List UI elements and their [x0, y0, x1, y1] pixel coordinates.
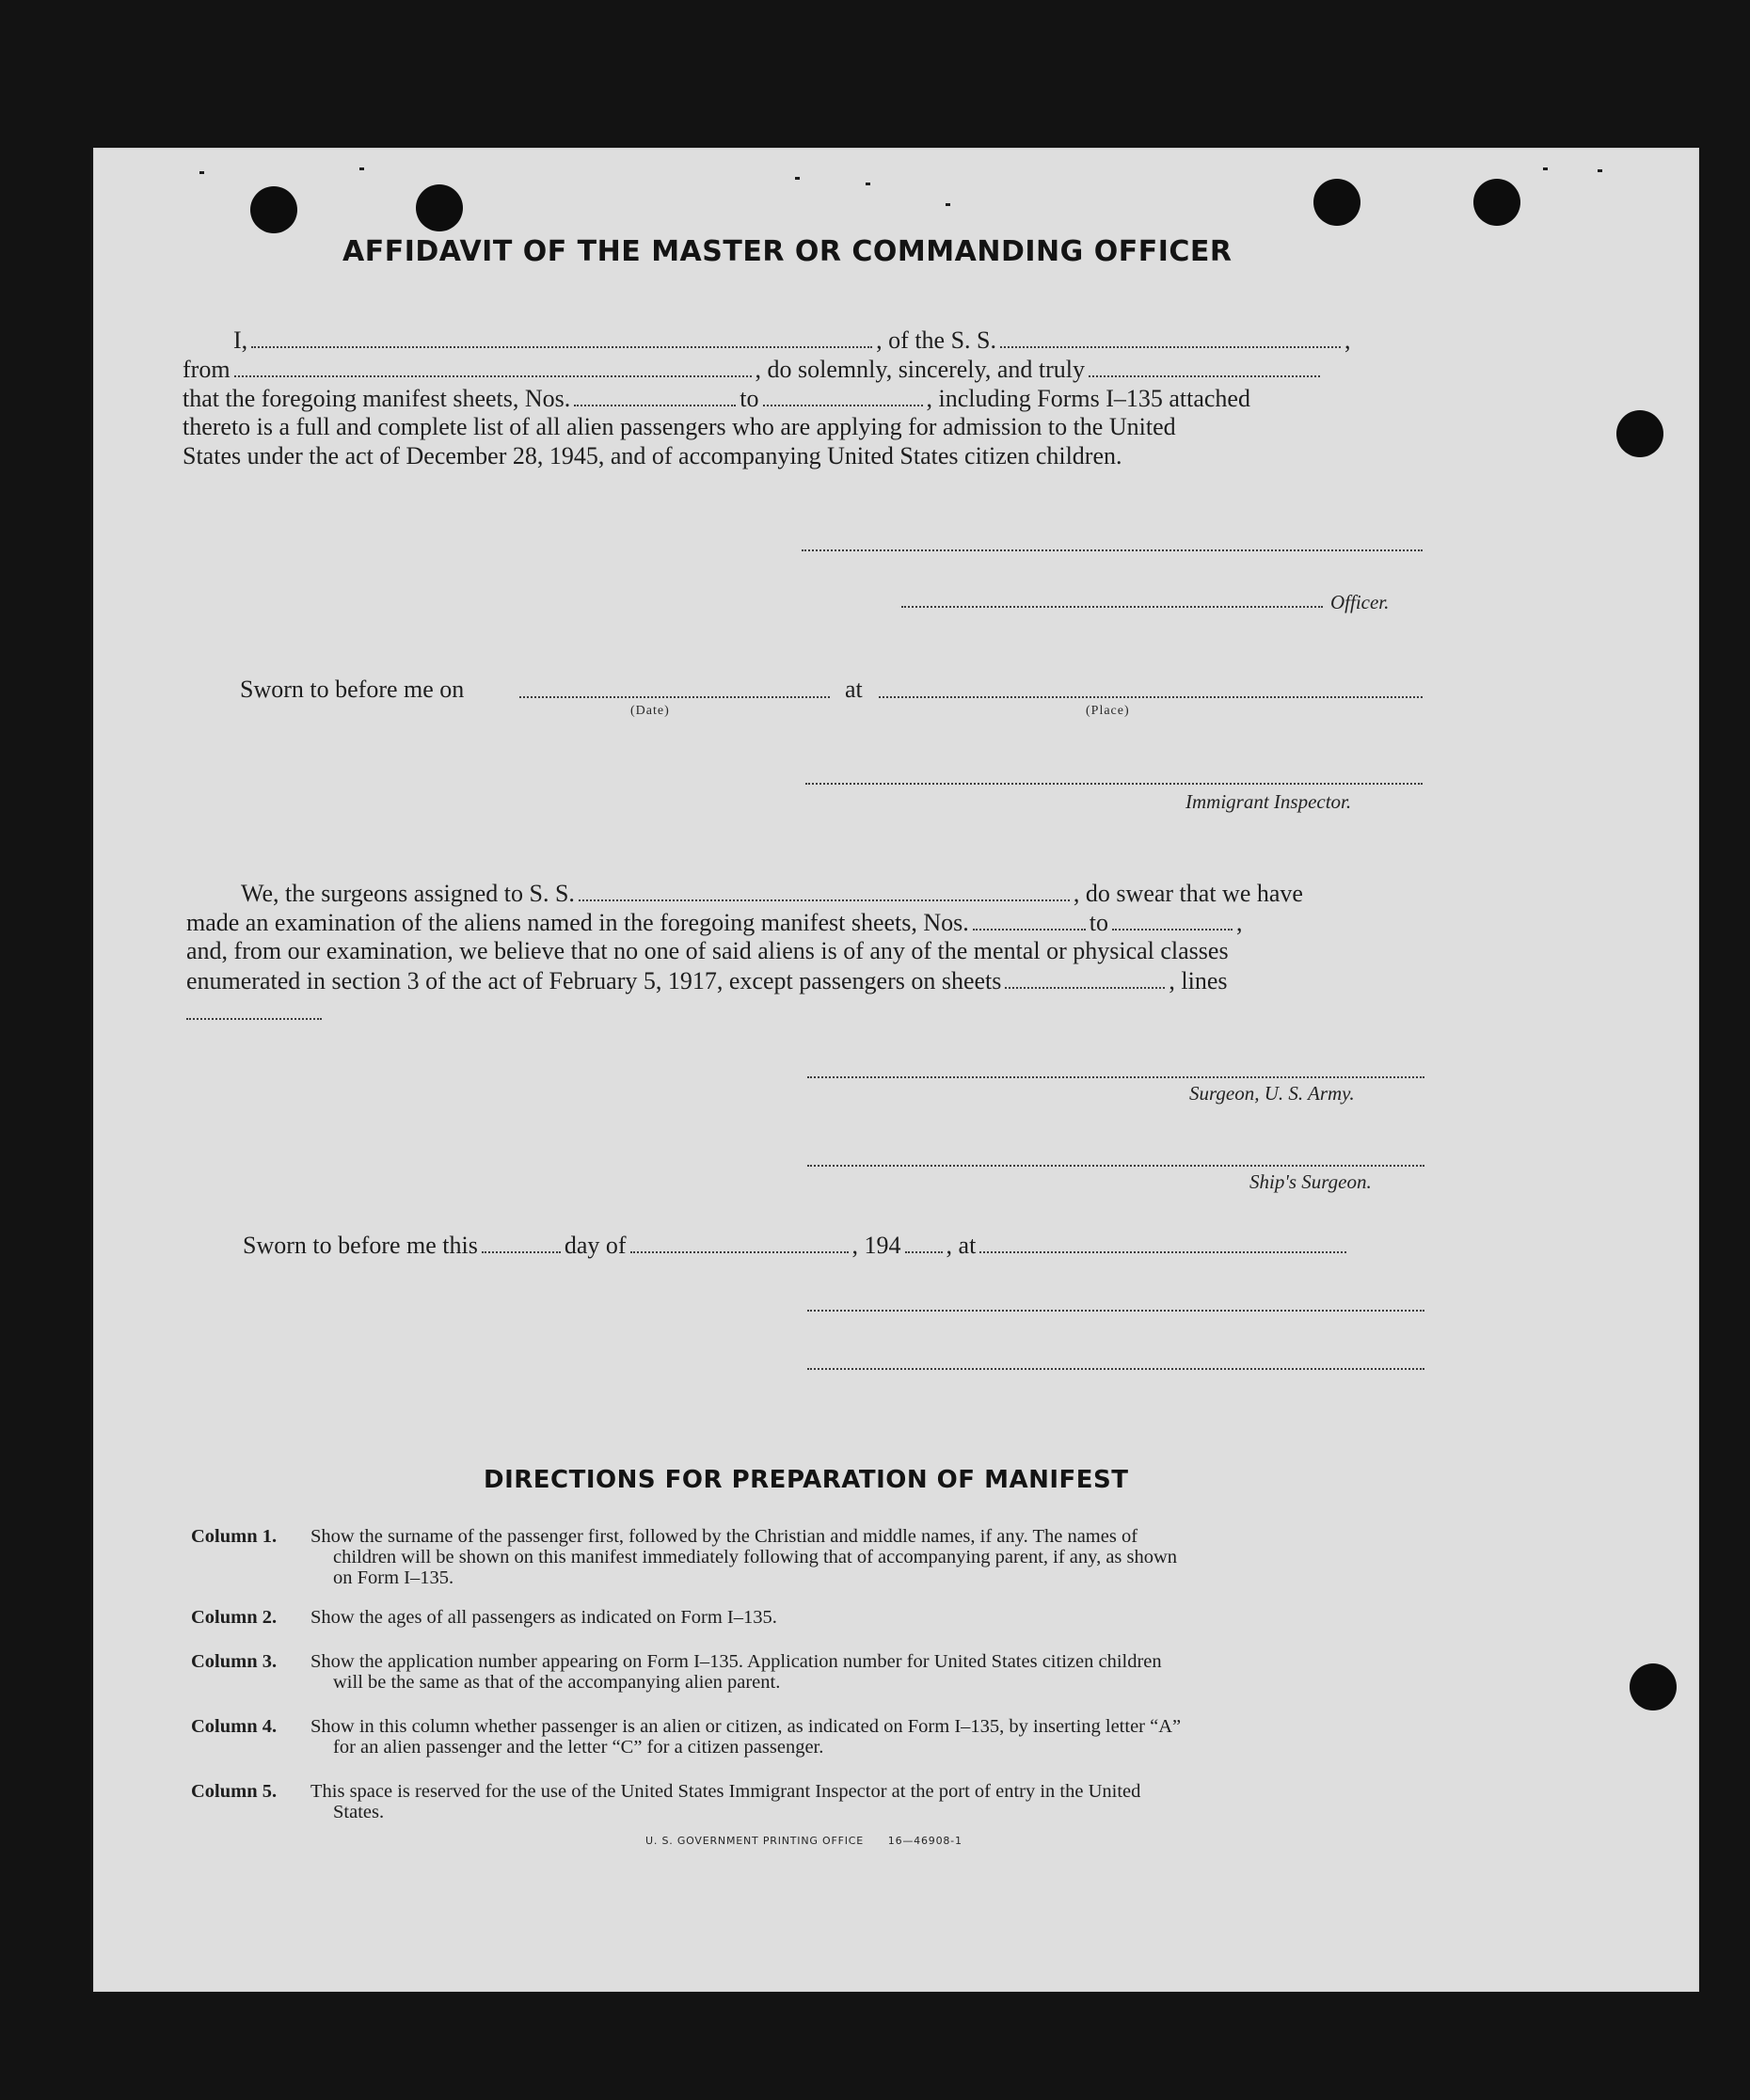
inspector-signature-line[interactable]: [805, 783, 1423, 785]
ship-blank[interactable]: [579, 879, 1070, 901]
direction-text: [310, 1526, 1452, 1588]
punch-hole: [1313, 179, 1360, 226]
text: Sworn to before me on: [240, 676, 465, 703]
text: , do swear that we have: [1073, 880, 1303, 907]
text: Show in this column whether passenger is an alien or citizen, as indicated on Form I–135, by inserting letter “A”: [310, 1716, 1182, 1737]
date-blank[interactable]: [519, 696, 830, 698]
text: children will be shown on this manifest immediately following that of accompanying parent, if any, as shown: [333, 1547, 1178, 1567]
sworn-line-2: [243, 1231, 1350, 1260]
affidavit-line-2: [183, 355, 1324, 384]
punch-hole: [1473, 179, 1520, 226]
text: on Form I–135.: [333, 1567, 454, 1588]
affidavit-line-4: thereto is a full and complete list of all alien passengers who are applying for admission to the United: [183, 413, 1176, 440]
column-label: Column 3.: [191, 1651, 278, 1672]
place-blank[interactable]: [979, 1231, 1346, 1253]
text: States.: [333, 1802, 385, 1822]
text: , at: [946, 1232, 977, 1259]
text: , lines: [1169, 967, 1228, 994]
sheet-from-blank[interactable]: [973, 908, 1086, 931]
inspector-caption: Immigrant Inspector.: [1185, 790, 1352, 813]
speck: [866, 183, 870, 185]
form-page: [94, 149, 1698, 1991]
punch-hole: [1630, 1663, 1677, 1710]
date-caption: (Date): [630, 704, 670, 718]
surgeons-line-1: [241, 879, 1303, 908]
column-label: Column 2.: [191, 1607, 278, 1628]
surgeons-line-4: [186, 966, 1228, 995]
blank[interactable]: [1089, 355, 1320, 377]
punch-hole: [250, 186, 297, 233]
text: made an examination of the aliens named in the foregoing manifest sheets, Nos.: [186, 909, 969, 936]
affidavit-line-5: States under the act of December 28, 1945, and of accompanying United States citizen children.: [183, 442, 1122, 469]
place-blank[interactable]: [879, 696, 1423, 698]
month-blank[interactable]: [630, 1231, 849, 1253]
ship-surgeon-caption: Ship's Surgeon.: [1249, 1170, 1372, 1193]
ship-surgeon-signature-line[interactable]: [807, 1165, 1424, 1167]
army-surgeon-signature-line[interactable]: [807, 1076, 1424, 1078]
speck: [1543, 167, 1548, 170]
speck: [795, 177, 800, 180]
text: , do solemnly, sincerely, and truly: [755, 356, 1085, 383]
form-code: 16—46908-1: [887, 1835, 962, 1847]
signature-line[interactable]: [802, 549, 1423, 551]
text: Show the application number appearing on Form I–135. Application number for United States citizen children: [310, 1651, 1162, 1672]
affidavit-line-3: [183, 384, 1250, 413]
text: I,: [233, 326, 248, 354]
at-label: at: [845, 676, 863, 703]
sheets-blank[interactable]: [1005, 966, 1165, 989]
sheet-to-blank[interactable]: [763, 384, 923, 406]
direction-text: [310, 1781, 1452, 1822]
speck: [359, 167, 364, 170]
text: to: [740, 385, 759, 412]
sheet-from-blank[interactable]: [574, 384, 736, 406]
year-blank[interactable]: [905, 1231, 943, 1253]
signature-line[interactable]: [807, 1310, 1424, 1312]
place-caption: (Place): [1086, 704, 1130, 718]
text: from: [183, 356, 231, 383]
punch-hole: [416, 184, 463, 231]
text: ,: [1236, 909, 1243, 936]
printer-name: U. S. GOVERNMENT PRINTING OFFICE: [645, 1835, 864, 1847]
army-surgeon-caption: Surgeon, U. S. Army.: [1189, 1082, 1355, 1105]
text: Sworn to before me this: [243, 1232, 478, 1259]
text: for an alien passenger and the letter “C” for a citizen passenger.: [333, 1737, 824, 1758]
directions-heading: DIRECTIONS FOR PREPARATION OF MANIFEST: [484, 1466, 1129, 1494]
speck: [199, 171, 204, 174]
direction-item: [191, 1716, 1452, 1758]
text: day of: [564, 1232, 627, 1259]
text: ,: [1344, 326, 1351, 354]
lines-blank[interactable]: [186, 1018, 322, 1020]
direction-item: [191, 1651, 1452, 1693]
printer-footer: [645, 1835, 962, 1847]
column-label: Column 1.: [191, 1526, 278, 1547]
text: , of the S. S.: [876, 326, 997, 354]
punch-hole: [1616, 410, 1663, 457]
speck: [1598, 169, 1602, 172]
day-blank[interactable]: [482, 1231, 561, 1253]
affidavit-line-1: [233, 326, 1351, 355]
direction-text: [310, 1716, 1452, 1758]
text: , including Forms I–135 attached: [926, 385, 1250, 412]
text: This space is reserved for the use of the United States Immigrant Inspector at the port of entry in the United: [310, 1781, 1141, 1802]
text: will be the same as that of the accompanying alien parent.: [333, 1672, 781, 1693]
officer-caption: Officer.: [1330, 591, 1390, 613]
text: to: [1089, 909, 1108, 936]
direction-item: [191, 1526, 1452, 1588]
sheet-to-blank[interactable]: [1112, 908, 1233, 931]
sworn-line-1: [240, 676, 464, 704]
direction-item: [191, 1607, 1452, 1628]
speck: [946, 203, 950, 206]
column-label: Column 4.: [191, 1716, 278, 1737]
direction-item: [191, 1781, 1452, 1822]
direction-text: [310, 1651, 1452, 1693]
officer-signature-line[interactable]: [901, 606, 1323, 608]
text: Show the surname of the passenger first, followed by the Christian and middle names, if any. The names of: [310, 1526, 1138, 1547]
text: We, the surgeons assigned to S. S.: [241, 880, 575, 907]
direction-text: [310, 1607, 1452, 1628]
signature-line[interactable]: [807, 1368, 1424, 1370]
text: enumerated in section 3 of the act of February 5, 1917, except passengers on sheets: [186, 967, 1002, 994]
surgeons-line-2: [186, 908, 1243, 937]
column-label: Column 5.: [191, 1781, 278, 1802]
ship-blank[interactable]: [1000, 326, 1341, 348]
text: , 194: [851, 1232, 901, 1259]
text: Show the ages of all passengers as indicated on Form I–135.: [310, 1607, 777, 1628]
text: that the foregoing manifest sheets, Nos.: [183, 385, 571, 412]
surgeons-line-3: and, from our examination, we believe that no one of said aliens is of any of the mental or physical classes: [186, 937, 1229, 964]
affidavit-heading: AFFIDAVIT OF THE MASTER OR COMMANDING OFFICER: [342, 235, 1233, 268]
name-blank[interactable]: [251, 326, 872, 348]
from-blank[interactable]: [234, 355, 752, 377]
